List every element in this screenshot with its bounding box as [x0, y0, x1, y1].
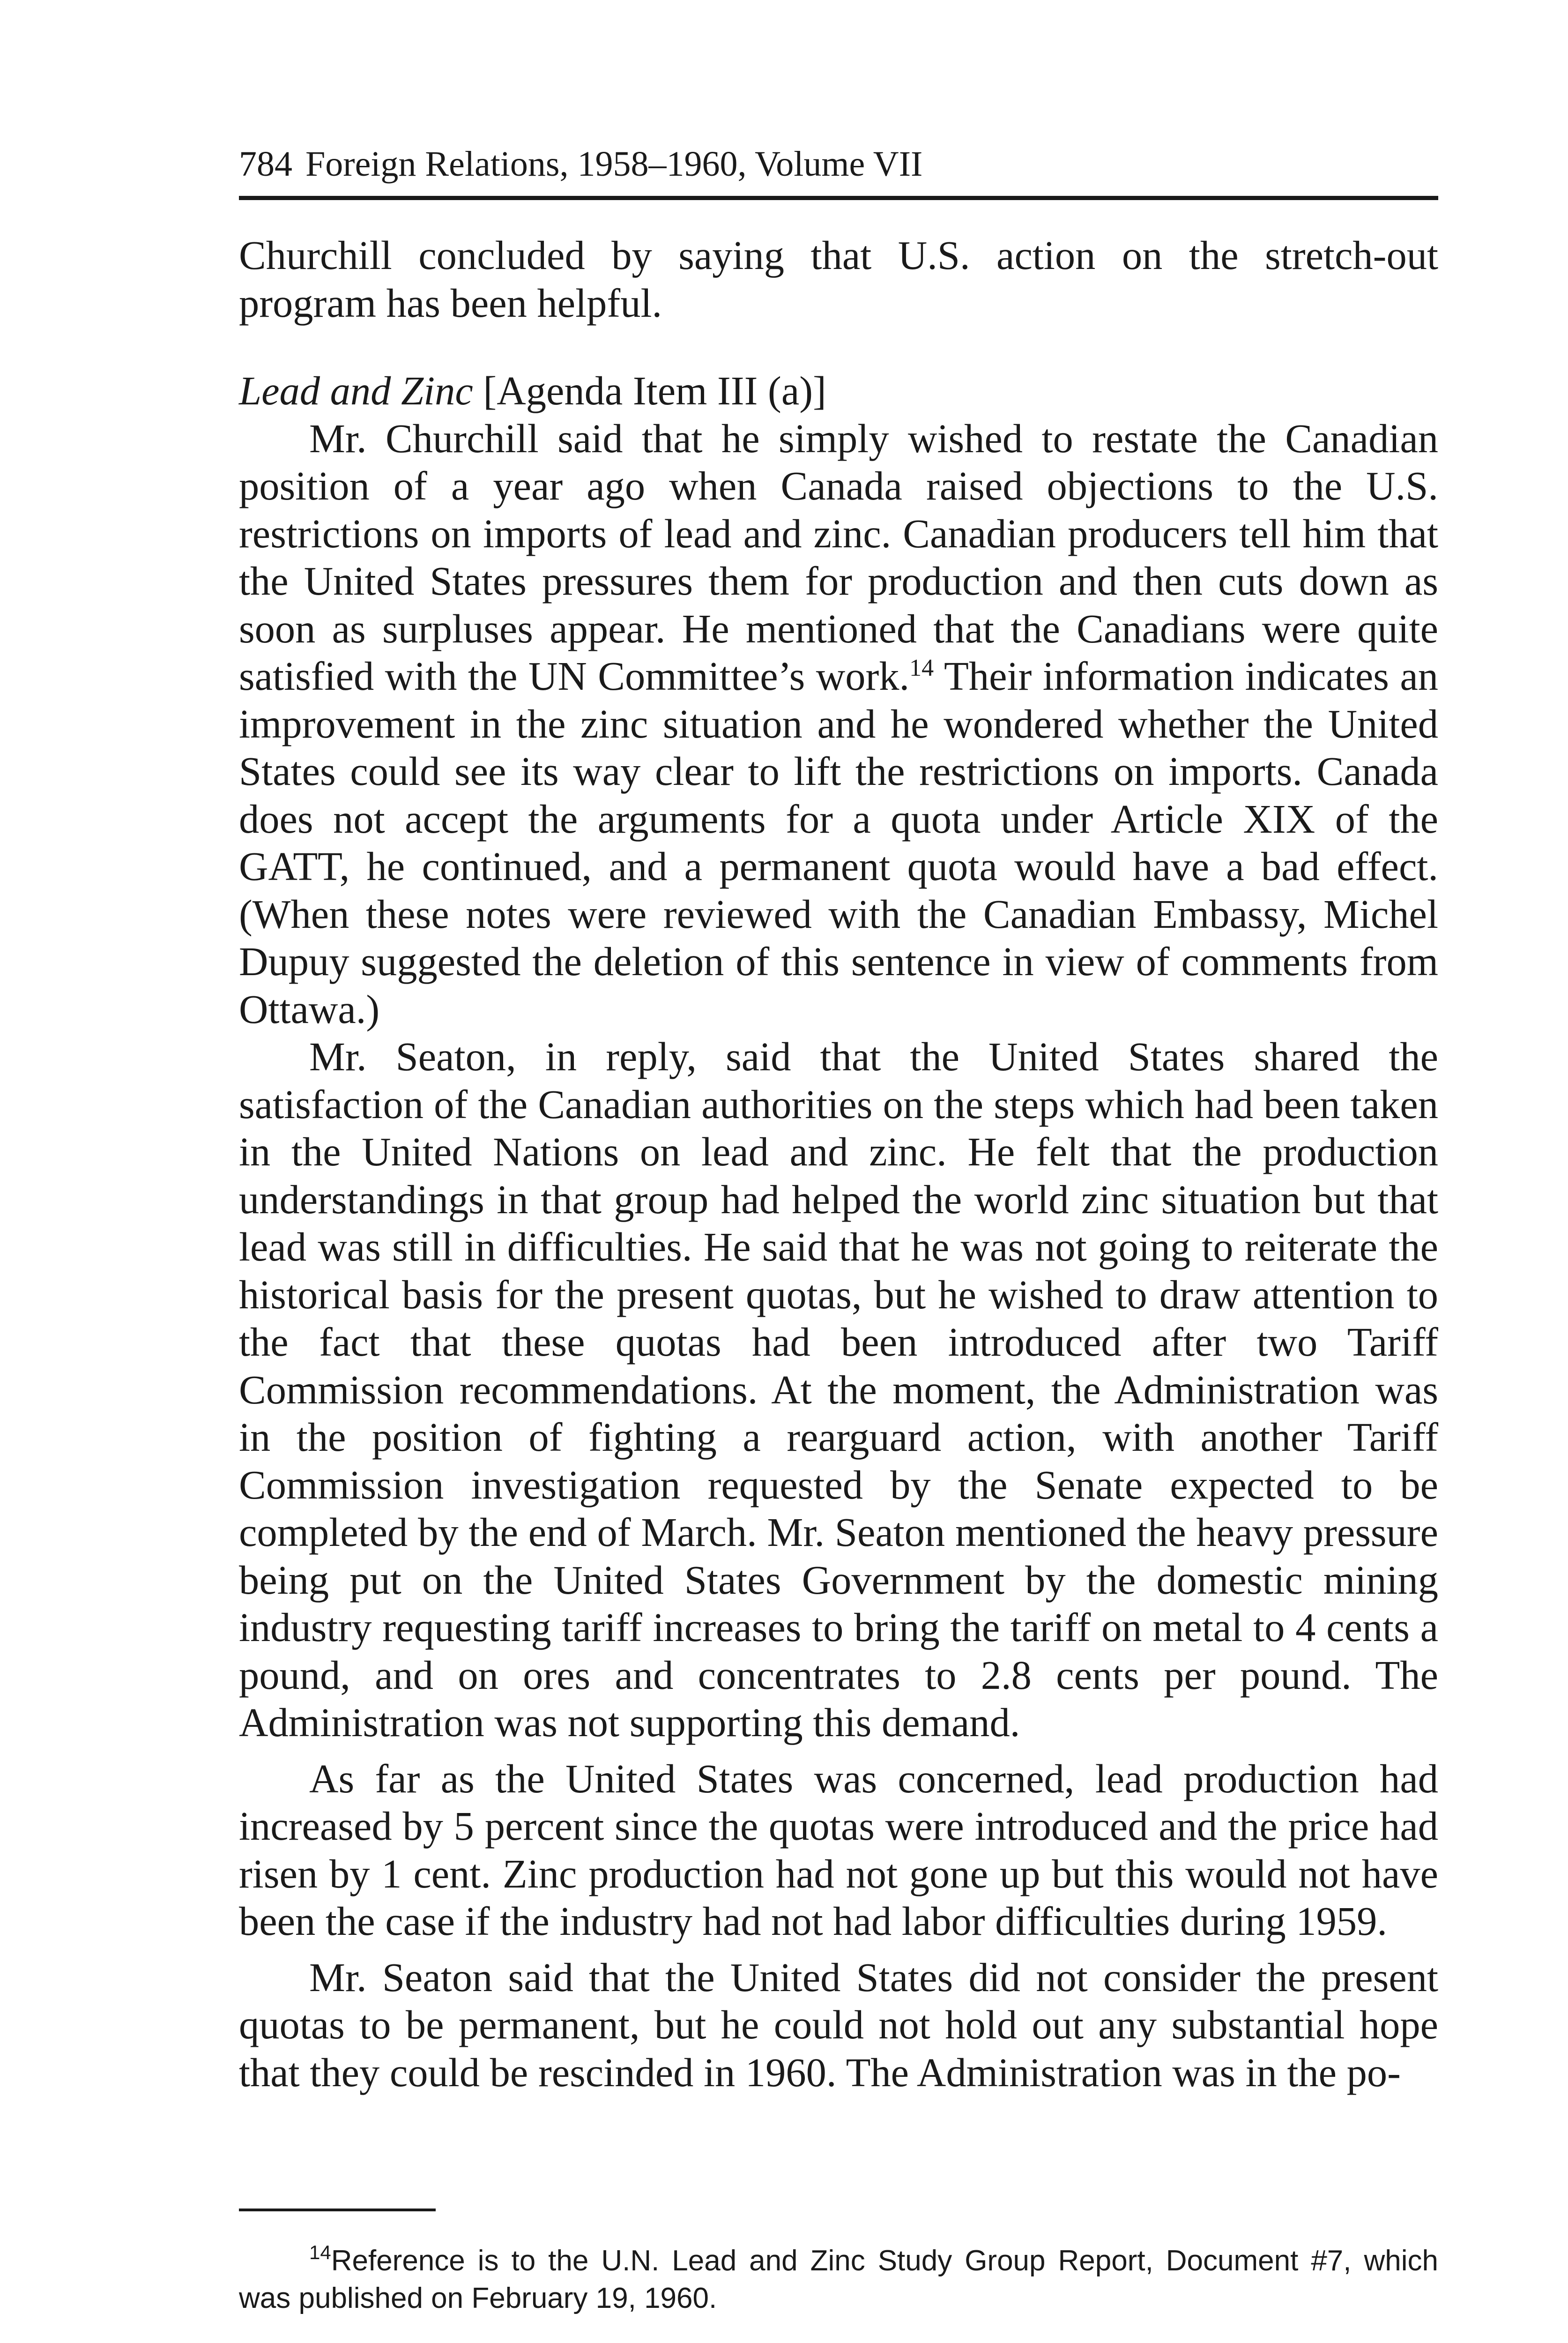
paragraph-2-part1: Mr. Churchill said that he simply wished to restate the Canadian position of a year ago when Canada raised objections to the U.S. restrictions on imports of lead and zinc. Canadian producers tell him that the United States pressures them for production and then cuts down as soon as surpluses appear. He mentioned that the Canadians were quite satisfied with the UN Committee’s work. [239, 416, 1438, 699]
volume-title: Foreign Relations, 1958–1960, Volume VII [305, 144, 923, 184]
footnote-number: 14 [309, 2241, 331, 2263]
section-heading [239, 367, 1438, 415]
section-heading-italic: Lead and Zinc [239, 368, 473, 413]
footnote-rule [239, 2209, 436, 2211]
paragraph-4: As far as the United States was concerned, lead production had increased by 5 percent since the quotas were introduced and the price had risen by 1 cent. Zinc production had not gone up but this would not have been the case if the industry had not had labor difficulties during 1959. [239, 1756, 1438, 1944]
header-rule [239, 196, 1438, 200]
footnote-text: Reference is to the U.N. Lead and Zinc Study Group Report, Document #7, which was published on February 19, 1960. [239, 2245, 1438, 2314]
section-heading-rest: [Agenda Item III (a)] [473, 368, 826, 413]
paragraph-2-part2: Their information indicates an improvement in the zinc situation and he wondered whether the United States could see its way clear to lift the restrictions on imports. Canada does not accept the arguments for a quota under Article XIX of the GATT, he continued, and a permanent quota would have a bad effect. (When these notes were reviewed with the Canadian Embassy, Michel Dupuy suggested the deletion of this sentence in view of comments from Ottawa.) [239, 654, 1438, 1032]
page-number: 784 [239, 144, 292, 184]
body-text [239, 232, 1438, 2097]
footnote [239, 2242, 1438, 2317]
footnote-reference: 14 [909, 655, 934, 681]
running-head [239, 141, 1438, 187]
paragraph-5: Mr. Seaton said that the United States did not consider the present quotas to be permanent, but he could not hold out any substantial hope that they could be rescinded in 1960. The Administration was in the po- [239, 1955, 1438, 2095]
paragraph-2 [239, 415, 1438, 1034]
paragraph-3: Mr. Seaton, in reply, said that the United States shared the satisfaction of the Canadian authorities on the steps which had been taken in the United Nations on lead and zinc. He felt that the production understandings in that group had helped the world zinc situation but that lead was still in difficulties. He said that he was not going to reiterate the historical basis for the present quotas, but he wished to draw attention to the fact that these quotas had been introduced after two Tariff Commission recommendations. At the moment, the Administration was in the position of fighting a rearguard action, with another Tariff Commission investigation requested by the Senate expected to be completed by the end of March. Mr. Seaton mentioned the heavy pressure being put on the United States Government by the domestic mining industry requesting tariff increases to bring the tariff on metal to 4 cents a pound, and on ores and concentrates to 2.8 cents per pound. The Administration was not supporting this demand. [239, 1034, 1438, 1745]
paragraph-1: Churchill concluded by saying that U.S. action on the stretch-out program has been helpful. [239, 233, 1438, 326]
